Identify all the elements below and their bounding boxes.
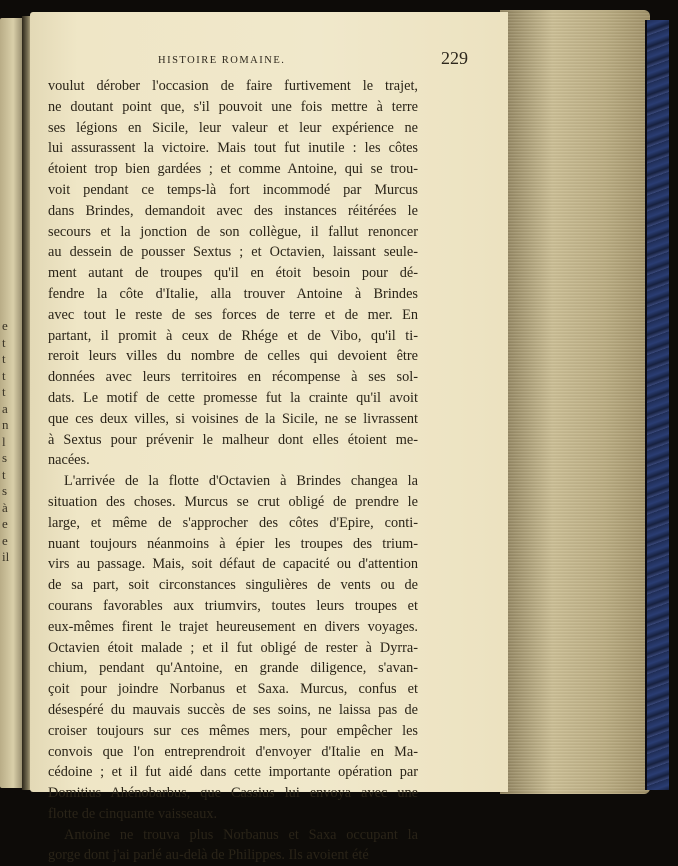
text-line: chium, pendant qu'Antoine, en grande diligence, s'avan-: [48, 660, 418, 677]
text-line: étoient trop bien gardées ; et comme Antoine, qui se trou-: [48, 161, 418, 178]
text-line: Octavien étoit malade ; et il fut obligé de rester à Dyrra-: [48, 639, 418, 656]
book-cover-spine: [645, 20, 669, 790]
text-line: ses légions en Sicile, leur valeur et leur expérience ne: [48, 119, 418, 136]
text-line: partant, il promit à ceux de Rhége et de Vibo, qu'il ti-: [48, 327, 418, 344]
text-line: Antoine ne trouva plus Norbanus et Saxa occupant la: [64, 826, 418, 843]
left-page-fragment: t: [2, 334, 6, 350]
text-line: flotte de cinquante vaisseaux.: [48, 805, 218, 822]
text-line: nacées.: [48, 452, 90, 469]
text-line: fendre la côte d'Italie, alla trouver Antoine à Brindes: [48, 285, 418, 302]
text-line: ment autant de troupes qu'il en étoit besoin pour dé-: [48, 265, 418, 282]
text-line: secours et la jonction de son collègue, il fallut renoncer: [48, 223, 418, 240]
page-number: 229: [441, 48, 468, 68]
left-page-fragment: l: [2, 433, 6, 449]
text-line: eux-mêmes firent le trajet heureusement en divers voyages.: [48, 618, 418, 635]
page-header: [48, 48, 468, 70]
text-line: dats. Le motif de cette promesse fut la crainte qu'il avoit: [48, 389, 418, 406]
left-page-fragment: à: [2, 499, 8, 515]
left-page-text-fragments: [2, 318, 20, 566]
left-page-fragment: n: [2, 417, 9, 432]
text-line: désespéré du mauvais succès de ses soins, ne laissa pas de: [48, 701, 418, 718]
text-line: que ces deux villes, si voisines de la Sicile, ne se livrassent: [48, 410, 418, 427]
left-page-fragment: e: [2, 516, 8, 531]
text-line: convois que l'on entreprendroit d'envoyer d'Italie en Ma-: [48, 743, 418, 760]
text-line: gorge dont j'ai parlé au-delà de Philippes. Ils avoient été: [48, 847, 369, 864]
left-page-fragment: t: [2, 351, 6, 366]
text-line: données avec leurs territoires en récompense à ses sol-: [48, 369, 418, 386]
left-page-fragment: a: [2, 400, 8, 416]
text-line: nuant toujours néanmoins à épier les troupes des trium-: [48, 535, 418, 552]
text-line: cédoine ; et il fut aidé dans cette importante opération par: [48, 764, 418, 781]
text-line: situation des choses. Murcus se crut obligé de prendre le: [48, 493, 418, 510]
left-page-fragment: t: [2, 384, 6, 399]
left-page-fragment: s: [2, 450, 8, 465]
left-page-fragment: il: [2, 549, 10, 564]
text-line: voulut dérober l'occasion de faire furtivement le trajet,: [48, 78, 418, 94]
left-page-fragment: t: [2, 466, 6, 482]
page-block-edges: [500, 10, 650, 794]
text-line: reroit leurs villes du nombre de celles qui devoient être: [48, 348, 418, 365]
text-line: ne doutant point que, s'il pouvoit une fois mettre à terre: [48, 98, 418, 115]
text-line: voit pendant ce temps-là fort incommodé par Murcus: [48, 181, 418, 198]
running-title: HISTOIRE ROMAINE.: [158, 55, 286, 66]
text-line: L'arrivée de la flotte d'Octavien à Brindes changea la: [64, 473, 418, 490]
text-line: virs au passage. Mais, soit défaut de capacité ou d'attention: [48, 556, 418, 573]
left-page-fragment: t: [2, 367, 6, 383]
text-line: à Sextus pour prévenir le malheur dont elles étoient me-: [48, 431, 418, 448]
text-line: croiser toujours sur ces mêmes mers, pour empêcher les: [48, 722, 418, 739]
text-line: au dessein de pousser Sextus ; et Octavien, laissant seule-: [48, 244, 418, 261]
text-line: çoit pour joindre Norbanus et Saxa. Murcus, confus et: [48, 681, 418, 698]
left-page-fragment: e: [2, 318, 8, 333]
text-line: avec tout le reste de ses forces de terre et de mer. En: [48, 306, 418, 323]
text-line: dans Brindes, demandoit avec des instances réitérées le: [48, 202, 418, 219]
text-line: courans favorables aux triumvirs, toutes leurs troupes et: [48, 597, 418, 614]
left-page-fragment: e: [2, 532, 8, 548]
text-line: de sa part, soit circonstances singulières de vents ou de: [48, 577, 418, 594]
left-page-edge: [0, 18, 24, 788]
left-page-fragment: s: [2, 483, 8, 498]
text-line: large, et même de s'approcher des côtes d'Epire, conti-: [48, 514, 418, 531]
text-line: Domitius Ahénobarbus, que Cassius lui envoya avec une: [48, 785, 418, 802]
text-line: lui assurassent la victoire. Mais tout fut inutile : les côtes: [48, 140, 418, 157]
body-text: [48, 76, 418, 866]
